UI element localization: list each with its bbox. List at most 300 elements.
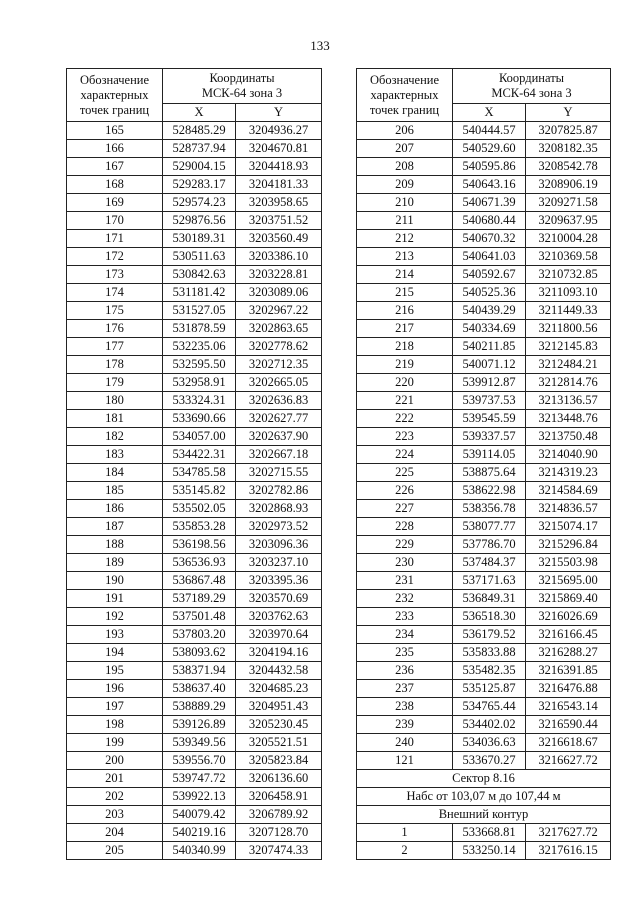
table-row	[357, 554, 611, 572]
point-id-cell: 198	[67, 716, 163, 734]
x-coordinate-cell: 540529.60	[453, 140, 526, 158]
point-id-cell: 226	[357, 482, 453, 500]
table-row	[357, 248, 611, 266]
point-id-cell: 229	[357, 536, 453, 554]
table-row	[357, 824, 611, 842]
table-row	[67, 140, 322, 158]
point-id-cell: 210	[357, 194, 453, 212]
y-coordinate-cell: 3207128.70	[236, 824, 322, 842]
y-coordinate-cell: 3204181.33	[236, 176, 322, 194]
table-row	[67, 518, 322, 536]
point-id-cell: 190	[67, 572, 163, 590]
x-coordinate-cell: 536849.31	[453, 590, 526, 608]
x-coordinate-cell: 540680.44	[453, 212, 526, 230]
y-coordinate-cell: 3216590.44	[526, 716, 611, 734]
point-id-cell: 234	[357, 626, 453, 644]
x-coordinate-cell: 540071.12	[453, 356, 526, 374]
sector-contour-label: Внешний контур	[357, 806, 611, 824]
table-row	[357, 410, 611, 428]
y-coordinate-cell: 3211800.56	[526, 320, 611, 338]
y-coordinate-cell: 3205521.51	[236, 734, 322, 752]
x-coordinate-cell: 540595.86	[453, 158, 526, 176]
x-coordinate-cell: 536198.56	[163, 536, 236, 554]
y-coordinate-cell: 3203096.36	[236, 536, 322, 554]
table-row	[357, 122, 611, 140]
table-row	[357, 590, 611, 608]
y-coordinate-cell: 3202667.18	[236, 446, 322, 464]
x-coordinate-cell: 535145.82	[163, 482, 236, 500]
y-coordinate-cell: 3215695.00	[526, 572, 611, 590]
y-header: Y	[526, 104, 611, 122]
point-id-cell: 212	[357, 230, 453, 248]
point-id-cell: 201	[67, 770, 163, 788]
table-row	[67, 590, 322, 608]
y-coordinate-cell: 3202782.86	[236, 482, 322, 500]
y-coordinate-cell: 3202712.35	[236, 356, 322, 374]
x-coordinate-cell: 540444.57	[453, 122, 526, 140]
table-row	[67, 158, 322, 176]
y-coordinate-cell: 3206458.91	[236, 788, 322, 806]
table-row	[357, 572, 611, 590]
point-id-cell: 235	[357, 644, 453, 662]
table-row	[67, 500, 322, 518]
point-id-cell: 169	[67, 194, 163, 212]
table-row	[67, 212, 322, 230]
designation-header-line: Обозначение	[369, 72, 440, 87]
y-coordinate-cell: 3203970.64	[236, 626, 322, 644]
x-coordinate-cell: 534765.44	[453, 698, 526, 716]
x-coordinate-cell: 540219.16	[163, 824, 236, 842]
point-id-cell: 196	[67, 680, 163, 698]
table-row	[357, 320, 611, 338]
x-coordinate-cell: 538622.98	[453, 482, 526, 500]
x-coordinate-cell: 529876.56	[163, 212, 236, 230]
y-coordinate-cell: 3216627.72	[526, 752, 611, 770]
x-coordinate-cell: 539556.70	[163, 752, 236, 770]
table-row	[357, 518, 611, 536]
table-row	[67, 698, 322, 716]
point-id-cell: 121	[357, 752, 453, 770]
y-coordinate-cell: 3202715.55	[236, 464, 322, 482]
y-coordinate-cell: 3206789.92	[236, 806, 322, 824]
table-row	[67, 230, 322, 248]
y-coordinate-cell: 3216391.85	[526, 662, 611, 680]
y-coordinate-cell: 3215869.40	[526, 590, 611, 608]
point-id-cell: 203	[67, 806, 163, 824]
designation-header-line: характерных	[80, 87, 149, 102]
y-coordinate-cell: 3209271.58	[526, 194, 611, 212]
x-coordinate-cell: 535833.88	[453, 644, 526, 662]
table-row	[67, 320, 322, 338]
point-id-cell: 237	[357, 680, 453, 698]
y-coordinate-cell: 3204432.58	[236, 662, 322, 680]
coordinates-header-line: Координаты	[498, 71, 565, 85]
y-coordinate-cell: 3211449.33	[526, 302, 611, 320]
y-coordinate-cell: 3208906.19	[526, 176, 611, 194]
y-coordinate-cell: 3216618.67	[526, 734, 611, 752]
y-coordinate-cell: 3202863.65	[236, 320, 322, 338]
point-id-cell: 165	[67, 122, 163, 140]
point-id-cell: 211	[357, 212, 453, 230]
point-id-cell: 187	[67, 518, 163, 536]
point-id-cell: 224	[357, 446, 453, 464]
point-id-cell: 189	[67, 554, 163, 572]
point-id-cell: 184	[67, 464, 163, 482]
point-id-cell: 182	[67, 428, 163, 446]
x-coordinate-cell: 532595.50	[163, 356, 236, 374]
y-coordinate-cell: 3214836.57	[526, 500, 611, 518]
x-coordinate-cell: 538889.29	[163, 698, 236, 716]
x-coordinate-cell: 536518.30	[453, 608, 526, 626]
point-id-cell: 238	[357, 698, 453, 716]
table-row	[357, 428, 611, 446]
x-coordinate-cell: 533690.66	[163, 410, 236, 428]
y-coordinate-cell: 3204685.23	[236, 680, 322, 698]
x-coordinate-cell: 534057.00	[163, 428, 236, 446]
table-row	[357, 212, 611, 230]
sector-title-row	[357, 770, 611, 788]
x-coordinate-cell: 534036.63	[453, 734, 526, 752]
point-id-cell: 225	[357, 464, 453, 482]
table-row	[67, 410, 322, 428]
x-coordinate-cell: 534422.31	[163, 446, 236, 464]
x-coordinate-cell: 528485.29	[163, 122, 236, 140]
x-coordinate-cell: 537501.48	[163, 608, 236, 626]
designation-header-line: характерных	[370, 87, 439, 102]
table-row	[357, 608, 611, 626]
x-coordinate-cell: 538637.40	[163, 680, 236, 698]
x-coordinate-cell: 539349.56	[163, 734, 236, 752]
y-coordinate-cell: 3216543.14	[526, 698, 611, 716]
x-coordinate-cell: 537189.29	[163, 590, 236, 608]
point-id-cell: 188	[67, 536, 163, 554]
designation-header-line: точек границ	[79, 102, 150, 117]
x-coordinate-cell: 537171.63	[453, 572, 526, 590]
designation-header-line: Обозначение	[79, 72, 150, 87]
point-id-cell: 183	[67, 446, 163, 464]
y-coordinate-cell: 3217627.72	[526, 824, 611, 842]
point-id-cell: 221	[357, 392, 453, 410]
point-id-cell: 227	[357, 500, 453, 518]
x-coordinate-cell: 533250.14	[453, 842, 526, 860]
table-row	[67, 194, 322, 212]
x-coordinate-cell: 537484.37	[453, 554, 526, 572]
point-id-cell: 199	[67, 734, 163, 752]
x-coordinate-cell: 538356.78	[453, 500, 526, 518]
y-coordinate-cell: 3211093.10	[526, 284, 611, 302]
point-id-cell: 219	[357, 356, 453, 374]
table-row	[67, 248, 322, 266]
y-coordinate-cell: 3210732.85	[526, 266, 611, 284]
designation-header	[67, 69, 163, 122]
point-id-cell: 215	[357, 284, 453, 302]
table-row	[357, 464, 611, 482]
point-id-cell: 178	[67, 356, 163, 374]
x-coordinate-cell: 540334.69	[453, 320, 526, 338]
y-coordinate-cell: 3214040.90	[526, 446, 611, 464]
point-id-cell: 220	[357, 374, 453, 392]
table-row	[357, 698, 611, 716]
coordinates-table-left	[66, 68, 322, 860]
table-row	[357, 158, 611, 176]
x-coordinate-cell: 535502.05	[163, 500, 236, 518]
x-coordinate-cell: 531527.05	[163, 302, 236, 320]
table-row	[67, 536, 322, 554]
table-row	[357, 266, 611, 284]
y-coordinate-cell: 3204951.43	[236, 698, 322, 716]
table-row	[357, 482, 611, 500]
y-coordinate-cell: 3212484.21	[526, 356, 611, 374]
y-coordinate-cell: 3202637.90	[236, 428, 322, 446]
x-coordinate-cell: 533324.31	[163, 392, 236, 410]
y-coordinate-cell: 3203237.10	[236, 554, 322, 572]
y-coordinate-cell: 3202636.83	[236, 392, 322, 410]
x-coordinate-cell: 540643.16	[453, 176, 526, 194]
x-coordinate-cell: 533668.81	[453, 824, 526, 842]
point-id-cell: 171	[67, 230, 163, 248]
coordinates-header-line: Координаты	[209, 71, 275, 85]
point-id-cell: 191	[67, 590, 163, 608]
point-id-cell: 209	[357, 176, 453, 194]
table-row	[357, 392, 611, 410]
y-coordinate-cell: 3203228.81	[236, 266, 322, 284]
x-coordinate-cell: 540211.85	[453, 338, 526, 356]
x-coordinate-cell: 538875.64	[453, 464, 526, 482]
y-coordinate-cell: 3208542.78	[526, 158, 611, 176]
y-coordinate-cell: 3213448.76	[526, 410, 611, 428]
table-row	[67, 482, 322, 500]
point-id-cell: 179	[67, 374, 163, 392]
x-coordinate-cell: 539737.53	[453, 392, 526, 410]
table-row	[357, 734, 611, 752]
point-id-cell: 239	[357, 716, 453, 734]
sector-title: Сектор 8.16	[357, 770, 611, 788]
point-id-cell: 207	[357, 140, 453, 158]
point-id-cell: 186	[67, 500, 163, 518]
sector-height-range: Набс от 103,07 м до 107,44 м	[357, 788, 611, 806]
x-coordinate-cell: 532958.91	[163, 374, 236, 392]
point-id-cell: 217	[357, 320, 453, 338]
x-coordinate-cell: 540670.32	[453, 230, 526, 248]
point-id-cell: 193	[67, 626, 163, 644]
point-id-cell: 200	[67, 752, 163, 770]
y-coordinate-cell: 3204670.81	[236, 140, 322, 158]
coordinates-header-line: МСК-64 зона 3	[201, 86, 283, 100]
x-coordinate-cell: 540525.36	[453, 284, 526, 302]
y-coordinate-cell: 3203089.06	[236, 284, 322, 302]
y-coordinate-cell: 3215296.84	[526, 536, 611, 554]
x-coordinate-cell: 537786.70	[453, 536, 526, 554]
sector-height-range-row	[357, 788, 611, 806]
table-row	[357, 302, 611, 320]
y-coordinate-cell: 3202627.77	[236, 410, 322, 428]
y-coordinate-cell: 3216026.69	[526, 608, 611, 626]
x-coordinate-cell: 540671.39	[453, 194, 526, 212]
y-coordinate-cell: 3203751.52	[236, 212, 322, 230]
x-coordinate-cell: 536536.93	[163, 554, 236, 572]
table-row	[357, 842, 611, 860]
point-id-cell: 166	[67, 140, 163, 158]
y-coordinate-cell: 3203560.49	[236, 230, 322, 248]
table-row	[67, 788, 322, 806]
point-id-cell: 223	[357, 428, 453, 446]
x-coordinate-cell: 535482.35	[453, 662, 526, 680]
x-coordinate-cell: 537803.20	[163, 626, 236, 644]
table-row	[67, 266, 322, 284]
table-row	[67, 374, 322, 392]
point-id-cell: 222	[357, 410, 453, 428]
table-row	[357, 230, 611, 248]
x-coordinate-cell: 532235.06	[163, 338, 236, 356]
point-id-cell: 204	[67, 824, 163, 842]
point-id-cell: 176	[67, 320, 163, 338]
y-coordinate-cell: 3204194.16	[236, 644, 322, 662]
table-row	[67, 176, 322, 194]
x-coordinate-cell: 539747.72	[163, 770, 236, 788]
x-coordinate-cell: 536179.52	[453, 626, 526, 644]
y-coordinate-cell: 3210004.28	[526, 230, 611, 248]
x-coordinate-cell: 529004.15	[163, 158, 236, 176]
point-id-cell: 228	[357, 518, 453, 536]
y-coordinate-cell: 3204936.27	[236, 122, 322, 140]
x-coordinate-cell: 531878.59	[163, 320, 236, 338]
point-id-cell: 197	[67, 698, 163, 716]
table-row	[357, 356, 611, 374]
table-row	[357, 374, 611, 392]
x-coordinate-cell: 530189.31	[163, 230, 236, 248]
x-coordinate-cell: 538371.94	[163, 662, 236, 680]
table-row	[67, 572, 322, 590]
table-row	[67, 734, 322, 752]
table-row	[357, 176, 611, 194]
y-coordinate-cell: 3208182.35	[526, 140, 611, 158]
table-row	[67, 608, 322, 626]
table-row	[357, 446, 611, 464]
point-id-cell: 2	[357, 842, 453, 860]
table-row	[67, 662, 322, 680]
x-coordinate-cell: 538093.62	[163, 644, 236, 662]
designation-header	[357, 69, 453, 122]
table-row	[67, 680, 322, 698]
table-row	[67, 338, 322, 356]
point-id-cell: 173	[67, 266, 163, 284]
table-row	[357, 644, 611, 662]
point-id-cell: 185	[67, 482, 163, 500]
point-id-cell: 206	[357, 122, 453, 140]
point-id-cell: 180	[67, 392, 163, 410]
y-coordinate-cell: 3203762.63	[236, 608, 322, 626]
point-id-cell: 181	[67, 410, 163, 428]
y-coordinate-cell: 3207825.87	[526, 122, 611, 140]
table-row	[67, 626, 322, 644]
table-row	[67, 644, 322, 662]
y-coordinate-cell: 3202868.93	[236, 500, 322, 518]
y-coordinate-cell: 3213750.48	[526, 428, 611, 446]
table-row	[357, 536, 611, 554]
y-coordinate-cell: 3204418.93	[236, 158, 322, 176]
y-coordinate-cell: 3210369.58	[526, 248, 611, 266]
table-row	[357, 752, 611, 770]
point-id-cell: 195	[67, 662, 163, 680]
point-id-cell: 236	[357, 662, 453, 680]
table-row	[67, 122, 322, 140]
table-row	[357, 500, 611, 518]
coordinates-table-right	[356, 68, 611, 860]
table-row	[67, 428, 322, 446]
x-coordinate-cell: 536867.48	[163, 572, 236, 590]
y-coordinate-cell: 3203958.65	[236, 194, 322, 212]
table-row	[357, 716, 611, 734]
point-id-cell: 174	[67, 284, 163, 302]
point-id-cell: 170	[67, 212, 163, 230]
y-coordinate-cell: 3216288.27	[526, 644, 611, 662]
point-id-cell: 168	[67, 176, 163, 194]
table-row	[357, 680, 611, 698]
y-coordinate-cell: 3212814.76	[526, 374, 611, 392]
x-coordinate-cell: 534402.02	[453, 716, 526, 734]
point-id-cell: 202	[67, 788, 163, 806]
point-id-cell: 208	[357, 158, 453, 176]
y-coordinate-cell: 3205230.45	[236, 716, 322, 734]
table-row	[357, 338, 611, 356]
y-coordinate-cell: 3216166.45	[526, 626, 611, 644]
coordinates-header-line: МСК-64 зона 3	[491, 86, 572, 100]
y-coordinate-cell: 3202665.05	[236, 374, 322, 392]
x-coordinate-cell: 529283.17	[163, 176, 236, 194]
table-row	[357, 284, 611, 302]
y-coordinate-cell: 3213136.57	[526, 392, 611, 410]
x-coordinate-cell: 531181.42	[163, 284, 236, 302]
table-row	[67, 770, 322, 788]
point-id-cell: 194	[67, 644, 163, 662]
x-header: X	[163, 104, 236, 122]
y-coordinate-cell: 3209637.95	[526, 212, 611, 230]
point-id-cell: 205	[67, 842, 163, 860]
x-coordinate-cell: 530511.63	[163, 248, 236, 266]
point-id-cell: 167	[67, 158, 163, 176]
x-coordinate-cell: 530842.63	[163, 266, 236, 284]
table-row	[67, 302, 322, 320]
y-coordinate-cell: 3202973.52	[236, 518, 322, 536]
table-row	[67, 716, 322, 734]
y-coordinate-cell: 3212145.83	[526, 338, 611, 356]
x-coordinate-cell: 535853.28	[163, 518, 236, 536]
y-header: Y	[236, 104, 322, 122]
y-coordinate-cell: 3217616.15	[526, 842, 611, 860]
y-coordinate-cell: 3206136.60	[236, 770, 322, 788]
table-row	[67, 446, 322, 464]
x-coordinate-cell: 540592.67	[453, 266, 526, 284]
point-id-cell: 175	[67, 302, 163, 320]
point-id-cell: 233	[357, 608, 453, 626]
y-coordinate-cell: 3215503.98	[526, 554, 611, 572]
table-row	[67, 284, 322, 302]
x-coordinate-cell: 539114.05	[453, 446, 526, 464]
y-coordinate-cell: 3202967.22	[236, 302, 322, 320]
table-row	[67, 464, 322, 482]
point-id-cell: 218	[357, 338, 453, 356]
table-row	[357, 626, 611, 644]
x-coordinate-cell: 539912.87	[453, 374, 526, 392]
y-coordinate-cell: 3214584.69	[526, 482, 611, 500]
x-coordinate-cell: 540340.99	[163, 842, 236, 860]
point-id-cell: 213	[357, 248, 453, 266]
y-coordinate-cell: 3202778.62	[236, 338, 322, 356]
point-id-cell: 232	[357, 590, 453, 608]
x-coordinate-cell: 540079.42	[163, 806, 236, 824]
x-coordinate-cell: 539337.57	[453, 428, 526, 446]
table-row	[67, 392, 322, 410]
